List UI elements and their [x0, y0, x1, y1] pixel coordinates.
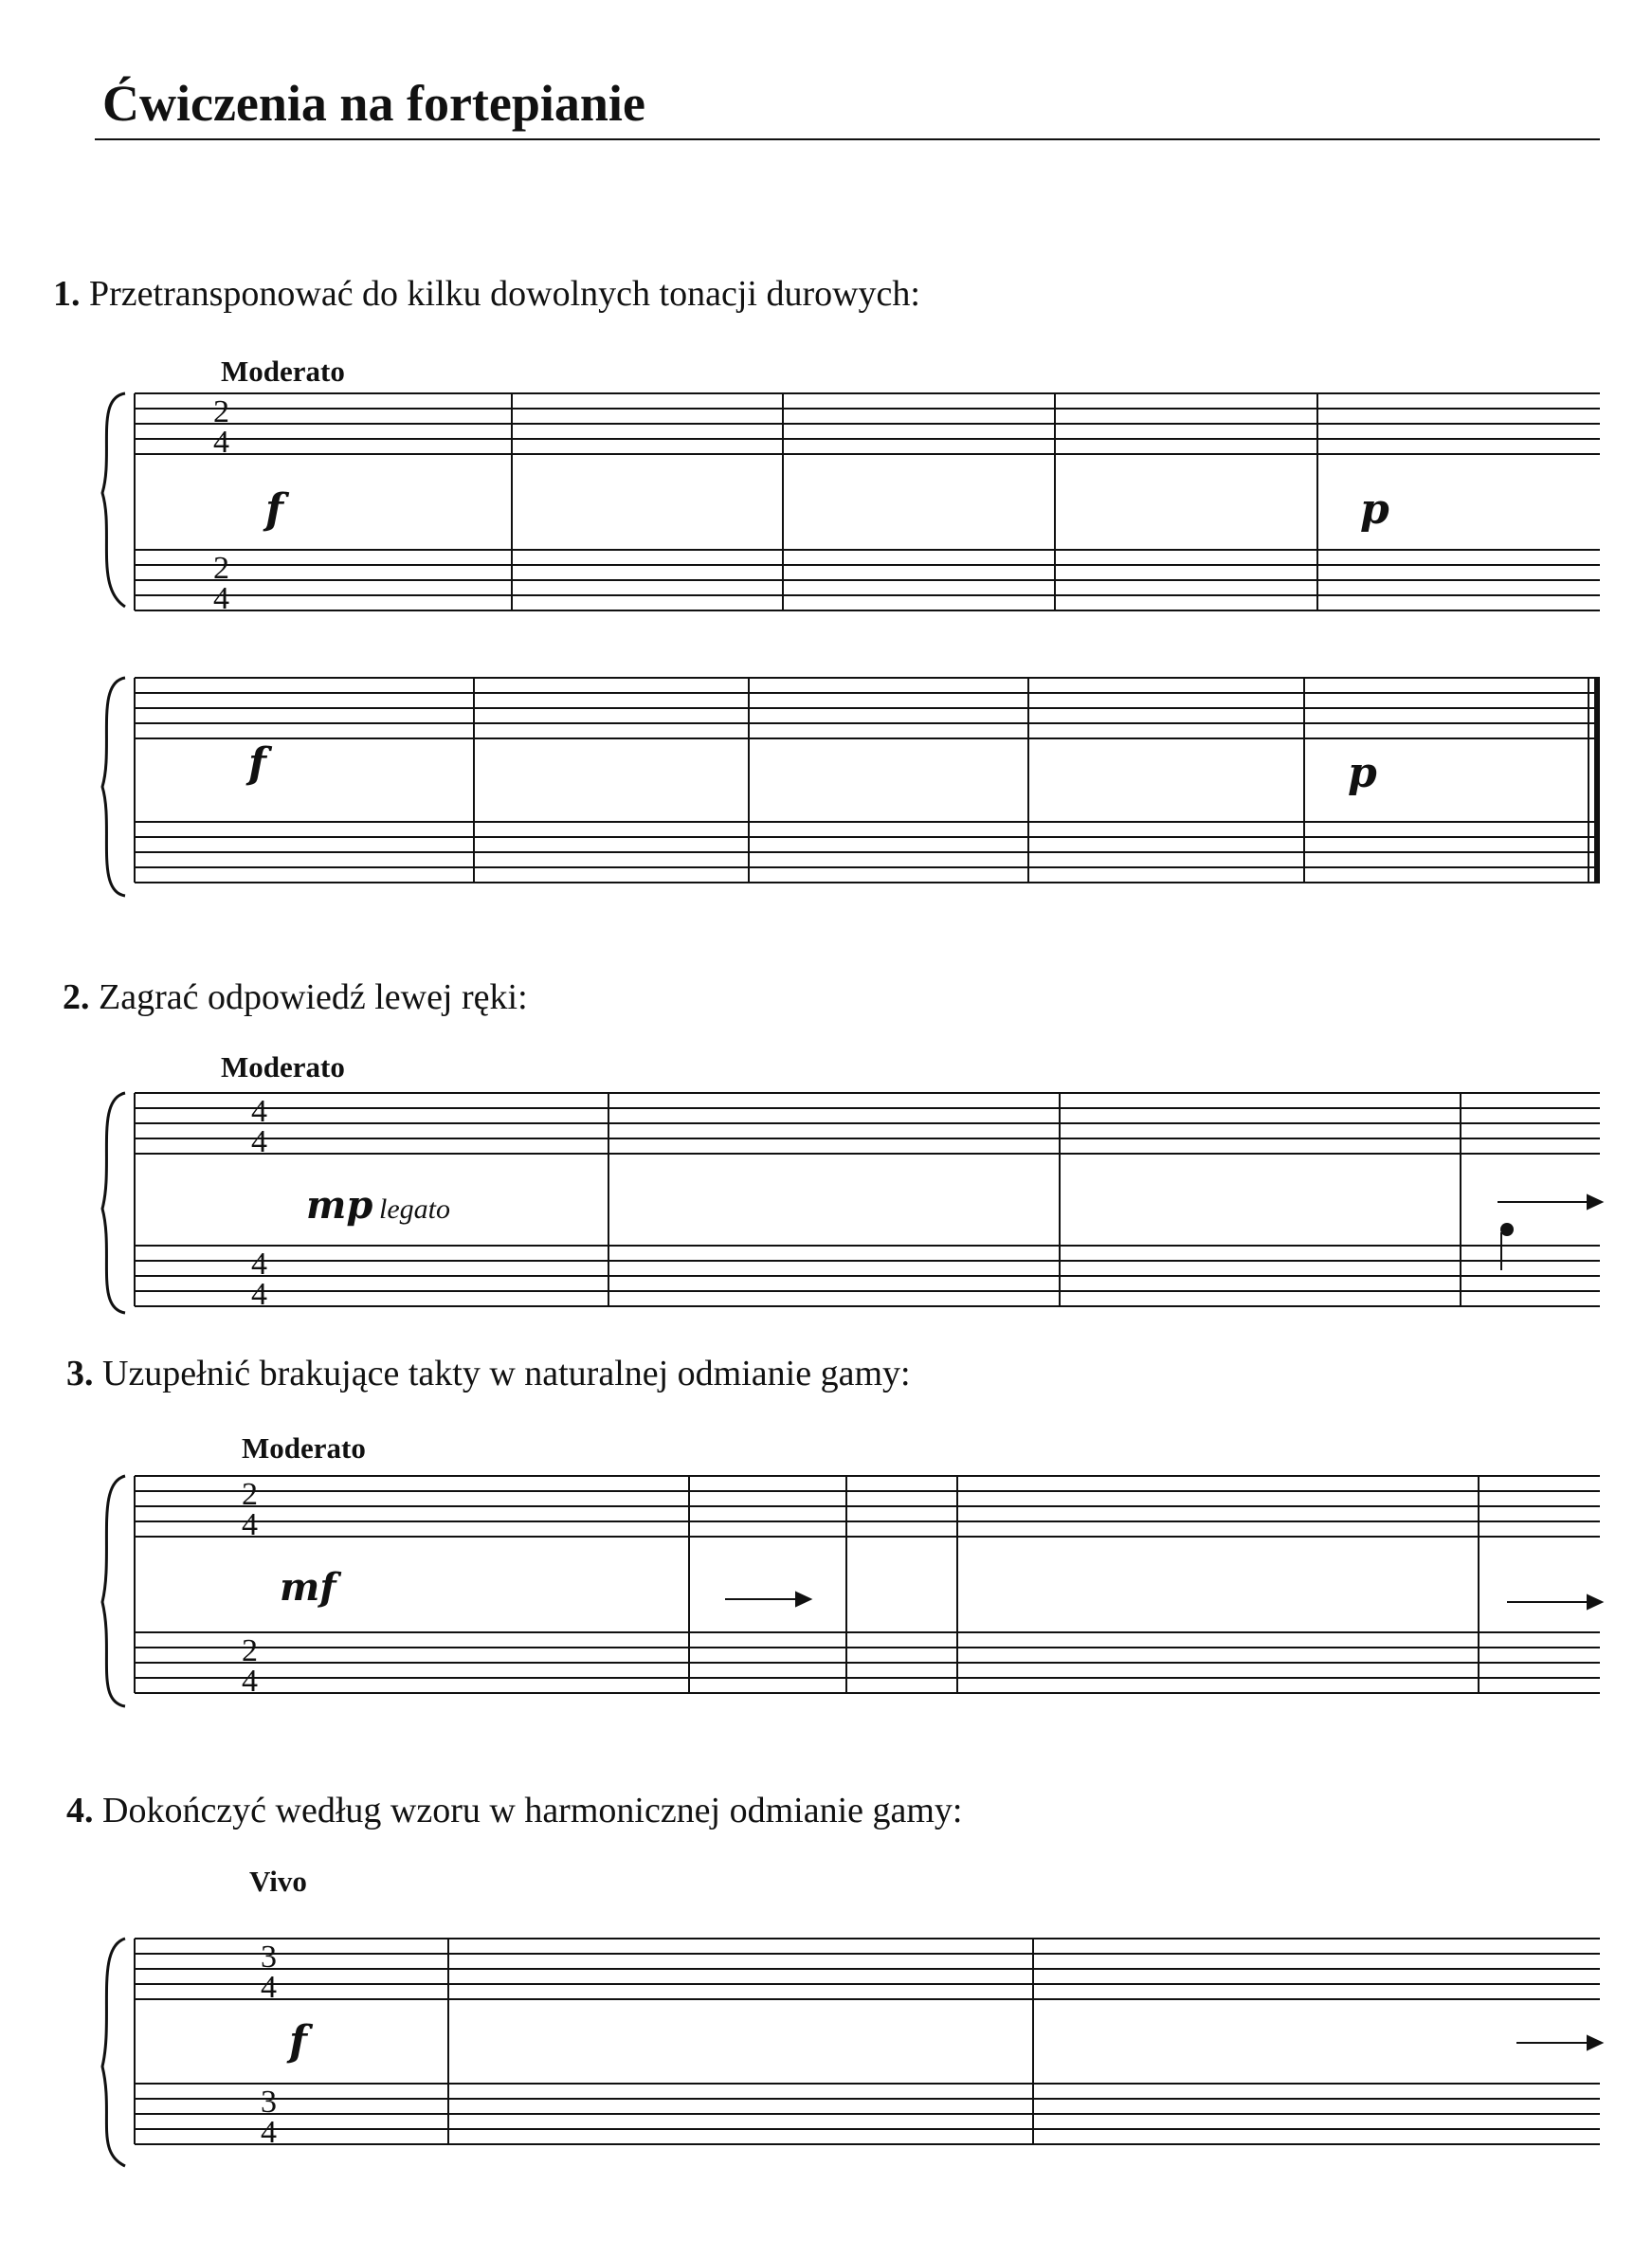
exercise-1-number: 1. [53, 274, 81, 314]
bass-staff-lines [135, 2084, 1600, 2144]
time-signature-numerator: 4 [251, 1094, 267, 1129]
exercise-2-text: Zagrać odpowiedź lewej ręki: [99, 977, 528, 1017]
time-signature-denominator: 4 [242, 1507, 258, 1542]
exercise-3-text: Uzupełnić brakujące takty w naturalnej odmianie gamy: [102, 1354, 911, 1393]
treble-staff-lines [135, 393, 1600, 454]
exercise-2-number: 2. [63, 977, 90, 1017]
dynamics-markings [213, 394, 1389, 2150]
system-5 [102, 1939, 1602, 2166]
time-signature-denominator: 4 [261, 1970, 277, 2005]
exercise-4-number: 4. [66, 1791, 94, 1830]
bass-staff-lines [135, 550, 1600, 610]
treble-staff-lines [135, 1939, 1600, 1999]
exercise-3-tempo: Moderato [242, 1431, 366, 1465]
time-signature-denominator: 4 [251, 1124, 267, 1159]
dynamic-f: f [265, 485, 283, 534]
exercise-1-text: Przetransponować do kilku dowolnych tonacji durowych: [89, 274, 920, 314]
bass-staff-lines [135, 1632, 1600, 1693]
time-signature-denominator: 4 [213, 581, 229, 616]
time-signature-denominator: 4 [213, 425, 229, 460]
treble-staff-lines [135, 678, 1600, 738]
time-signature-numerator: 2 [213, 394, 229, 429]
expression-legato: legato [379, 1193, 450, 1225]
exercise-1-tempo: Moderato [221, 355, 345, 388]
bass-staff-lines [135, 822, 1600, 883]
treble-staff-lines [135, 1093, 1600, 1154]
exercise-2-tempo: Moderato [221, 1050, 345, 1083]
time-signature-denominator: 4 [261, 2115, 277, 2150]
time-signature-denominator: 4 [242, 1664, 258, 1699]
exercise-4-text: Dokończyć według wzoru w harmonicznej odmianie gamy: [102, 1791, 963, 1830]
time-signature-numerator: 4 [251, 1247, 267, 1282]
dynamic-mp: mp [306, 1183, 373, 1228]
dynamic-f: f [289, 2017, 307, 2066]
dynamic-p: p [1360, 485, 1389, 534]
bass-staff-lines [135, 1246, 1600, 1306]
dynamic-f: f [248, 739, 266, 788]
dynamic-mf: mf [280, 1565, 336, 1610]
page-title: Ćwiczenia na fortepianie [102, 75, 645, 132]
time-signature-denominator: 4 [251, 1277, 267, 1312]
time-signature-numerator: 3 [261, 1939, 277, 1975]
barlines [135, 393, 1317, 610]
exercise-3-number: 3. [66, 1354, 94, 1393]
barlines [135, 1476, 1479, 1693]
time-signature-numerator: 2 [242, 1633, 258, 1668]
dynamic-p: p [1348, 749, 1377, 797]
treble-staff-lines [135, 1476, 1600, 1537]
time-signature-numerator: 2 [213, 551, 229, 586]
time-signature-numerator: 2 [242, 1477, 258, 1512]
time-signature-numerator: 3 [261, 2085, 277, 2120]
exercise-4-tempo: Vivo [249, 1865, 307, 1898]
